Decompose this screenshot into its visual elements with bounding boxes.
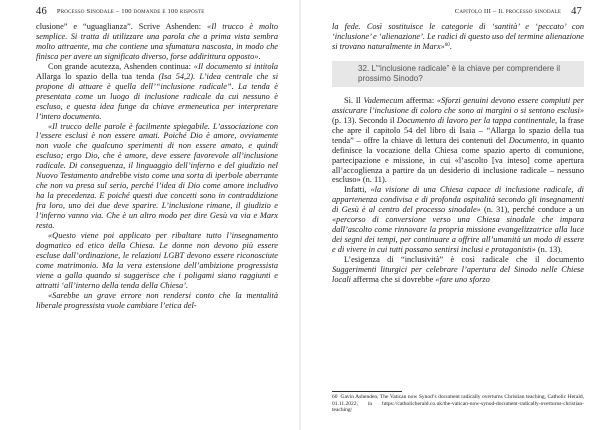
text-run: afferma che si dovrebbe	[351, 275, 436, 285]
text-run: afferma:	[403, 95, 437, 105]
text-run: , in quanto definisce la vocazione della Chiesa come spazio aperto di comunione, partecipazione e missione, in cui «l’ascolto [va inteso] come apertura all’accoglienza a partire da un desiderio di inclusione radicale – nessuno escluso» (n. 11).	[332, 135, 584, 185]
paragraph	[332, 22, 584, 52]
paragraph	[36, 62, 278, 122]
italic-run: «Sarebbe un grave errore non rendersi conto che la mentalità liberale progressista vuole cambiare l’etica del-	[36, 290, 278, 310]
italic-run: «Il documento si intitola	[193, 61, 279, 71]
italic-run: «Il trucco è molto semplice. Si tratta di utilizzare una parola che a prima vista sembra molto attraente, ma che contiene una sfumatura nascosta, in modo che finisca per avere un significato diverso, forse addirittura opposto»	[36, 22, 279, 61]
italic-run: (Isa 54,2). L’idea centrale che si propone di attuare è quella dell’“inclusione radicale”. La tenda è presentata come un luogo di inclusione radicale da cui nessuno è escluso, e questa idea funge da chiave ermeneutica per interpretare l’intero documento.	[36, 71, 279, 121]
footnote	[332, 394, 584, 414]
text-run: (p. 13). Secondo il	[332, 115, 397, 125]
italic-run: «Il trucco delle parole è facilmente spiegabile. L’associazione con l’essere esclusi è non essere amati. Poiché Dio è amore, ovviamente non vuole che qualcuno sperimenti di non essere amato, e quindi escluso; ergo Dio, che è amore, deve essere favorevole all’inclusione radicale. Di conseguenza, il linguaggio dell’inferno e del giudizio nel Nuovo Testamento andrebbe visto come una sorta di iperbole aberrante che non va presa sul serio, perché l’idea di Dio come amore includivo ha la precedenza. E poiché questi due concetti sono in contraddizione fra loro, uno dei due deve sparire. L’inclusione rimane, il giudizio e l’inferno vanno via. Che è un altro modo per dire Gesù va via e Marx resta.	[36, 121, 278, 231]
left-page-header	[36, 6, 276, 18]
italic-run: Suggerimenti liturgici per celebrare l’apertura del Sinodo nelle Chiese locali	[332, 265, 584, 285]
italic-run: Documento	[508, 135, 548, 145]
italic-run: «fare uno sforzo	[435, 275, 490, 285]
paragraph	[36, 291, 278, 311]
text-run: Infatti,	[344, 185, 371, 195]
section-heading: 32. L’“inclusione radicale” è la chiave per comprendere il prossimo Sinodo?	[332, 61, 584, 87]
text-run: L’esigenza di “inclusività” è così radicale che il documento	[344, 255, 584, 265]
paragraph	[36, 231, 278, 291]
right-page-number: 47	[571, 6, 582, 17]
paragraph	[36, 122, 278, 231]
text-run: clusione” e “uguaglianza”. Scrive Ashenden:	[36, 22, 208, 31]
footnote-ref: 60	[444, 42, 450, 48]
italic-run: «la visione di una Chiesa capace di inclusione radicale, di appartenenza condivisa e di profonda ospitalità secondo gli insegnamenti di Gesù è al centro del processo sinodale»	[332, 185, 584, 215]
italic-run: Vademecum	[363, 95, 404, 105]
paragraph	[332, 255, 584, 285]
left-page-number: 46	[36, 6, 47, 17]
text-run: Allarga lo spazio della tua tenda	[36, 71, 159, 81]
right-running-head: Capitolo III – Il processo sinodale	[454, 8, 562, 15]
text-run: (n. 31), perché conduce a un	[480, 205, 584, 215]
text-run: (n. 13).	[535, 245, 563, 255]
footnote-number: 60	[332, 394, 338, 400]
right-page-body	[332, 22, 584, 285]
text-run: .	[258, 51, 261, 61]
left-running-head: Processo Sinodale – 100 domande e 100 risposte	[56, 8, 205, 15]
paragraph	[332, 185, 584, 255]
text-run: Con grande acutezza, Ashenden continua:	[48, 61, 194, 71]
italic-run: Documento di lavoro per la tappa continentale	[396, 115, 556, 125]
text-run: .	[449, 41, 452, 51]
italic-run: la fede. Così sostituisce le categorie di ‘santità’ e ‘peccato’ con ‘inclusione’ e ‘alienazione’. Le radici di questo uso del termine alienazione si trovano naturalmente in Marx»	[332, 22, 584, 51]
left-page-body	[36, 22, 278, 311]
paragraph	[332, 96, 584, 186]
italic-run: «percorso di conversione verso una Chiesa sinodale che impara dall’ascolto come rinnovare la propria missione evangelizzatrice alla luce dei segni dei tempi, per continuare a offrire all’umanità un modo di essere e di vivere in cui tutti possano sentirsi inclusi e protagonisti»	[332, 215, 584, 255]
footnote-text: Gavin Ashenden, The Vatican now Synod’s document radically overturns Christian teaching, Catholic Herald, 01.11.2022, in https://catholicherald.co.uk/the-vatican-now-synod-document-radically-overturns-christian-teaching/	[332, 394, 584, 414]
text-run: Sì. Il	[344, 95, 364, 105]
right-page-header	[340, 6, 582, 18]
paragraph	[36, 22, 278, 62]
italic-run: «Questo viene poi applicato per ribaltare tutto l’insegnamento dogmatico ed etico della Chiesa. Le donne non devono più essere escluse dall’ordinazione, le relazioni LGBT devono essere riconosciute come matrimonio. Ma la vera estensione dell’ambizione progressista viene a galla quando si suggerisce che i poligami siano raggiunti e attratti ‘all’interno della tenda della Chiesa’.	[36, 231, 278, 290]
italic-run: «Sforzi genuini devono essere compiuti per assicurare l’inclusione di coloro che sono ai margini o si sentono esclusi»	[332, 95, 584, 115]
footnote-rule	[332, 391, 402, 392]
right-page	[300, 0, 600, 430]
text-run: , la frase che apre il capitolo 54 del libro di Isaia – “Allarga lo spazio della tua tenda” – offre la chiave di lettura dei contenuti del	[332, 115, 584, 145]
